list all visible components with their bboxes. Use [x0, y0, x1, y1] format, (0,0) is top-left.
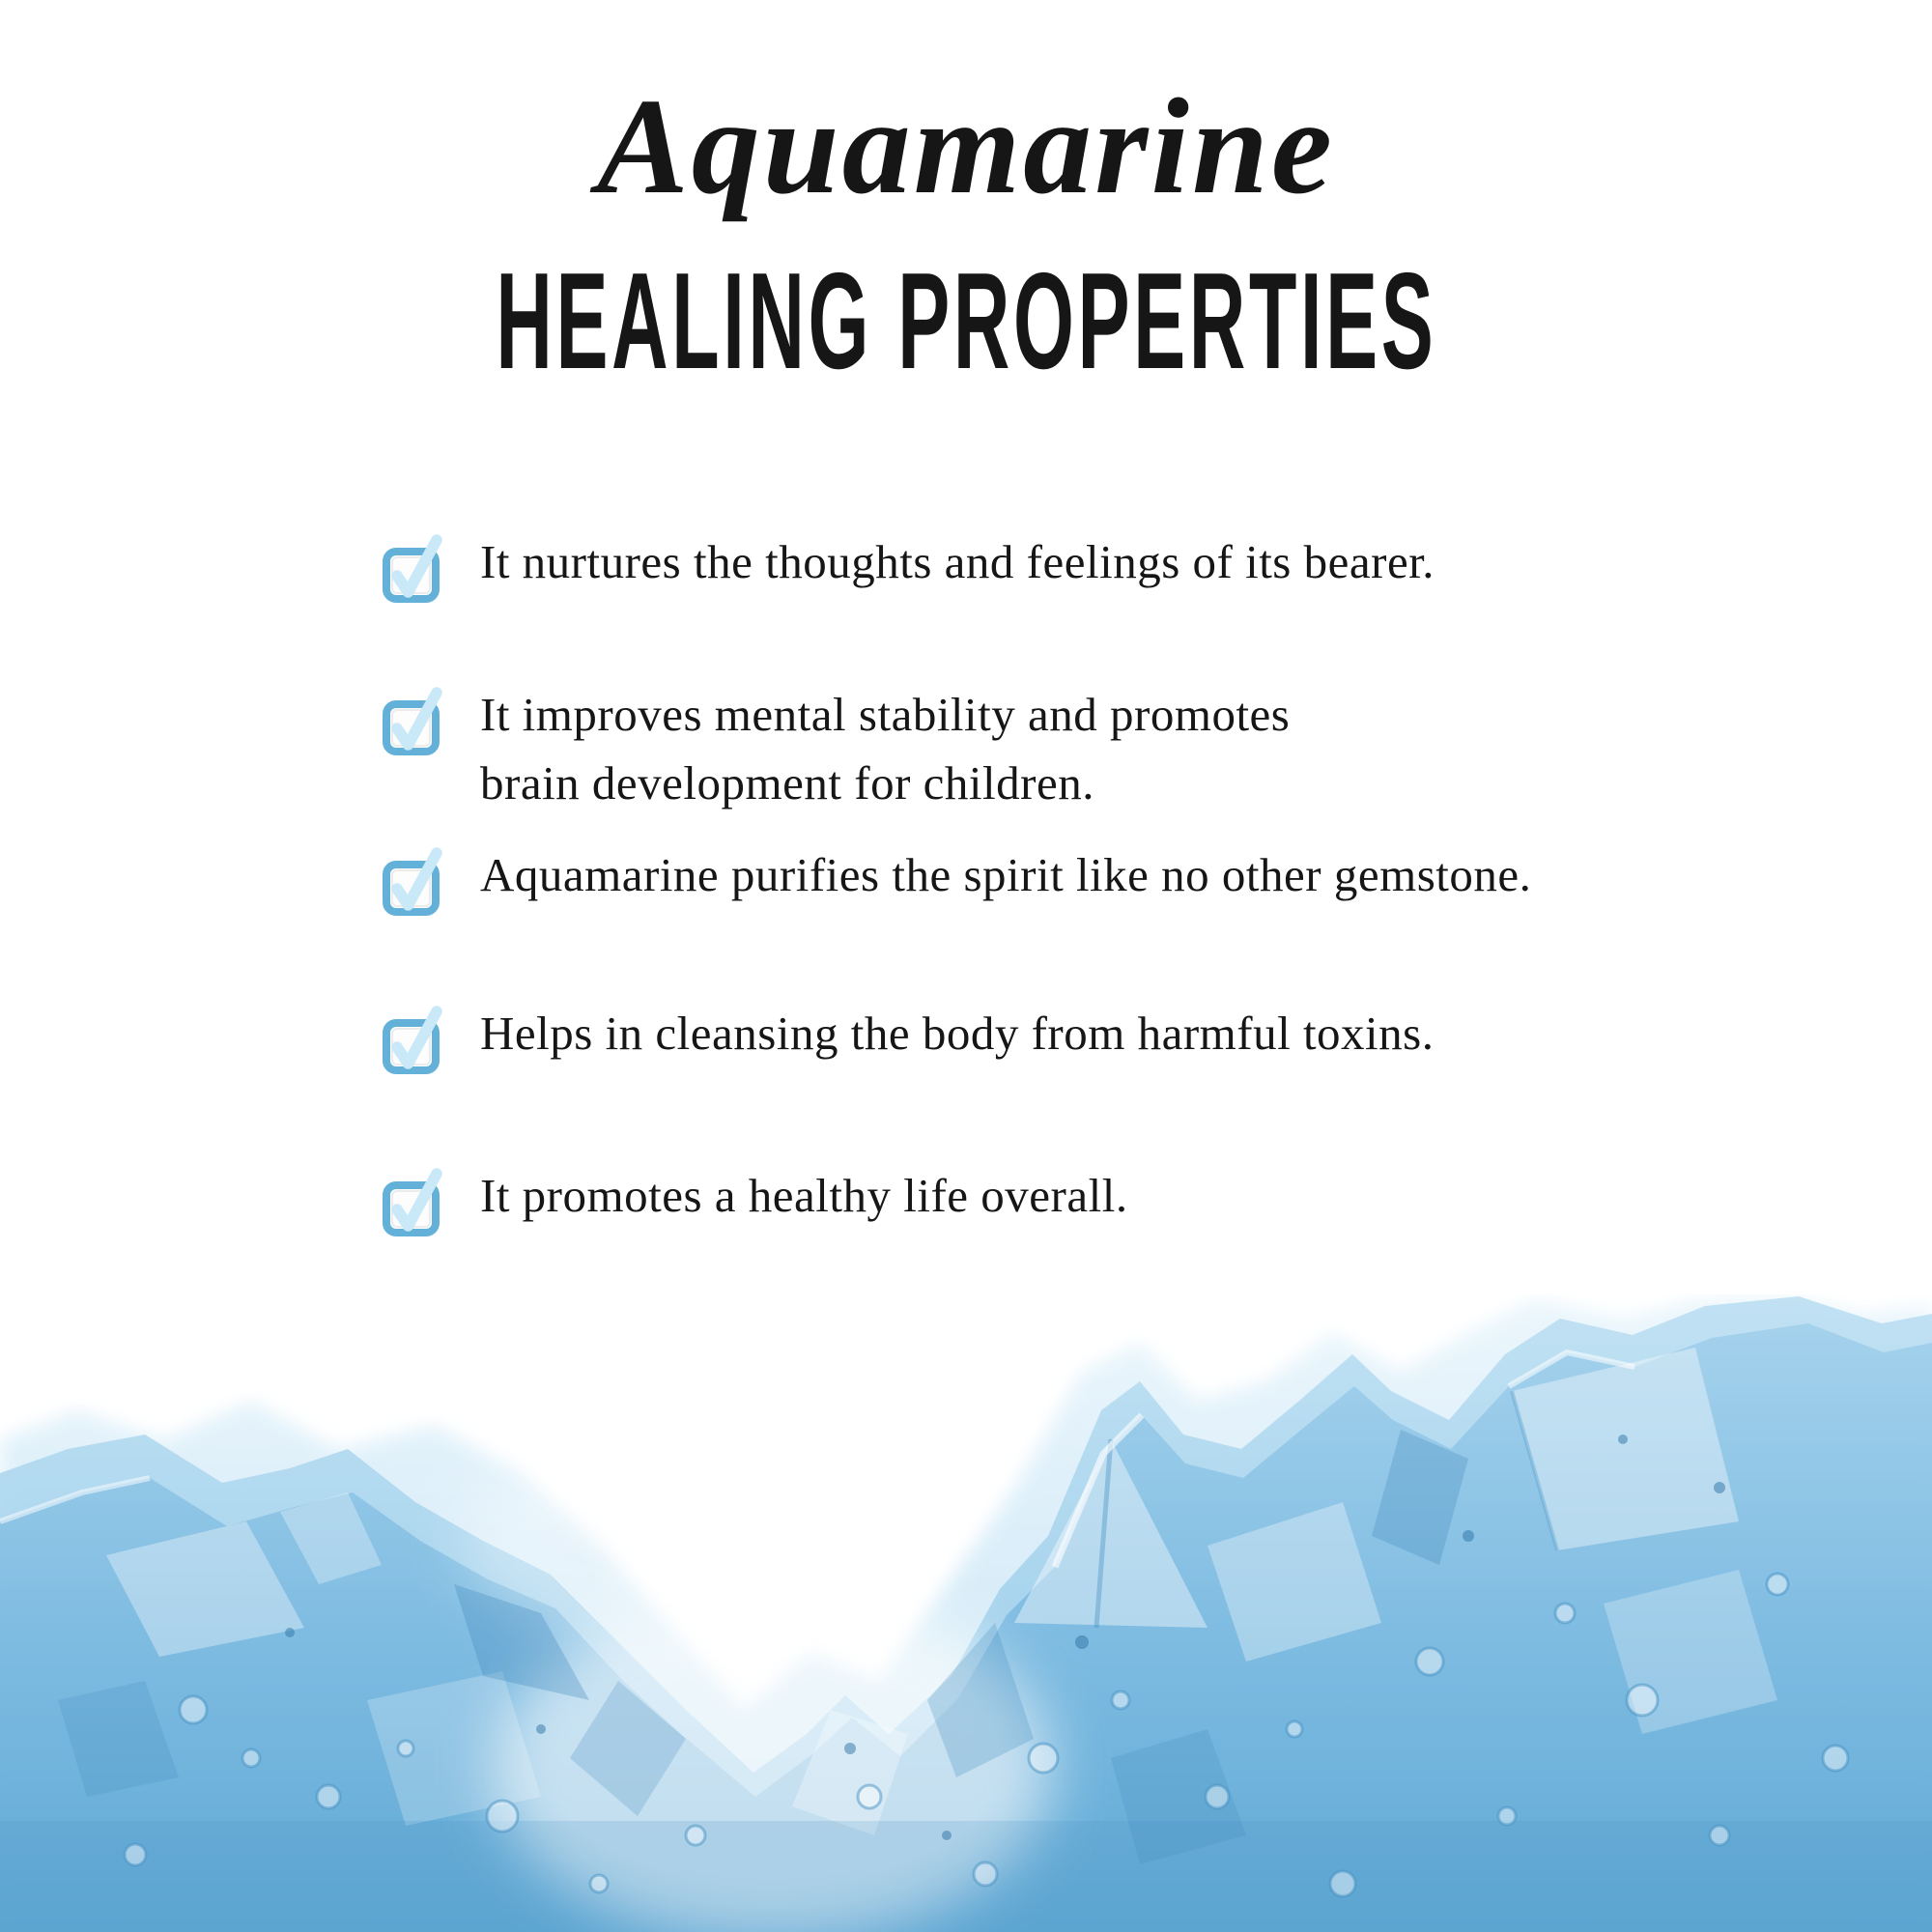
- healing-properties-list: [382, 533, 1734, 1236]
- list-item: [382, 846, 1734, 916]
- list-item: [382, 686, 1734, 817]
- list-item-line: brain development for children.: [480, 756, 1094, 810]
- list-item: [382, 533, 1734, 603]
- list-item-text: [480, 840, 1531, 909]
- list-item: [382, 1167, 1734, 1236]
- list-item-line: It promotes a healthy life overall.: [480, 1169, 1128, 1223]
- checkbox-checked-icon: [382, 846, 443, 916]
- list-item-text: [480, 680, 1290, 817]
- list-item-line: Aquamarine purifies the spirit like no other gemstone.: [480, 848, 1532, 902]
- checkbox-checked-icon: [382, 1005, 443, 1074]
- list-item-text: [480, 999, 1435, 1067]
- page-title: Aquamarine: [597, 70, 1335, 222]
- page-subtitle-wrap: [0, 244, 1932, 398]
- checkbox-checked-icon: [382, 533, 443, 603]
- ice-crystals-photo: [0, 1294, 1932, 1932]
- list-item-line: It nurtures the thoughts and feelings of its bearer.: [480, 535, 1435, 588]
- list-item-text: [480, 527, 1435, 596]
- poster-header: [0, 70, 1932, 398]
- list-item-line: It improves mental stability and promotes: [480, 688, 1291, 741]
- page-subtitle: HEALING PROPERTIES: [495, 244, 1437, 398]
- list-item-line: Helps in cleansing the body from harmful toxins.: [480, 1007, 1435, 1061]
- list-item-text: [480, 1161, 1128, 1230]
- checkbox-checked-icon: [382, 686, 443, 755]
- checkbox-checked-icon: [382, 1167, 443, 1236]
- list-item: [382, 1005, 1734, 1074]
